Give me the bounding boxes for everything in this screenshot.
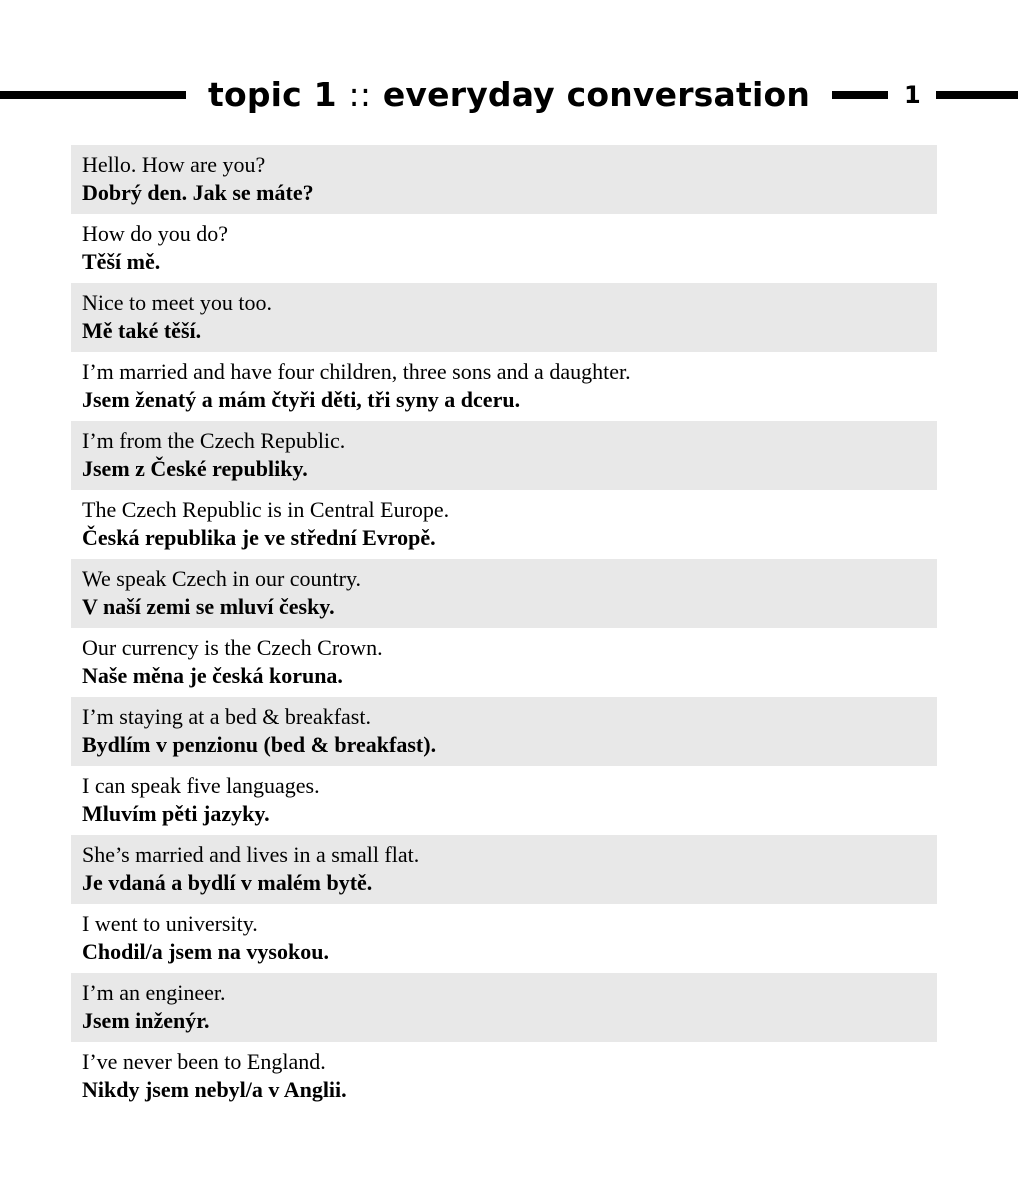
- english-phrase: I’m from the Czech Republic.: [82, 428, 346, 453]
- english-phrase: I went to university.: [82, 911, 258, 936]
- phrase-row: [71, 835, 937, 904]
- page-title: [208, 71, 810, 119]
- phrase-list: [71, 145, 937, 1111]
- phrase-row: [71, 490, 937, 559]
- czech-translation: Je vdaná a bydlí v malém bytě.: [82, 870, 373, 895]
- english-phrase: Nice to meet you too.: [82, 290, 273, 315]
- english-phrase: Our currency is the Czech Crown.: [82, 635, 383, 660]
- czech-translation: Jsem z České republiky.: [82, 456, 308, 481]
- english-phrase: I’m married and have four children, three sons and a daughter.: [82, 359, 631, 384]
- czech-translation: Chodil/a jsem na vysokou.: [82, 939, 329, 964]
- phrase-row: [71, 283, 937, 352]
- phrase-row: [71, 766, 937, 835]
- phrase-row: [71, 421, 937, 490]
- phrase-row: [71, 145, 937, 214]
- czech-translation: Mě také těší.: [82, 318, 202, 343]
- czech-translation: Bydlím v penzionu (bed & breakfast).: [82, 732, 437, 757]
- phrase-row: [71, 973, 937, 1042]
- header-rule-left: [0, 91, 186, 99]
- czech-translation: Jsem ženatý a mám čtyři děti, tři syny a dceru.: [82, 387, 521, 412]
- czech-translation: Jsem inženýr.: [82, 1008, 210, 1033]
- czech-translation: Těší mě.: [82, 249, 161, 274]
- english-phrase: Hello. How are you?: [82, 152, 266, 177]
- page-header: [0, 71, 1018, 119]
- phrase-row: [71, 214, 937, 283]
- header-rule-right: [936, 91, 1018, 99]
- english-phrase: How do you do?: [82, 221, 229, 246]
- english-phrase: I’m staying at a bed & breakfast.: [82, 704, 371, 729]
- topic-label: topic 1: [208, 75, 337, 114]
- english-phrase: We speak Czech in our country.: [82, 566, 362, 591]
- czech-translation: Naše měna je česká koruna.: [82, 663, 343, 688]
- czech-translation: Nikdy jsem nebyl/a v Anglii.: [82, 1077, 347, 1102]
- czech-translation: Česká republika je ve střední Evropě.: [82, 525, 436, 550]
- english-phrase: She’s married and lives in a small flat.: [82, 842, 420, 867]
- topic-name: everyday conversation: [382, 75, 811, 114]
- english-phrase: I’m an engineer.: [82, 980, 226, 1005]
- header-rule-middle: [832, 91, 888, 99]
- phrase-row: [71, 1042, 937, 1111]
- english-phrase: I’ve never been to England.: [82, 1049, 326, 1074]
- phrase-row: [71, 697, 937, 766]
- phrase-row: [71, 352, 937, 421]
- phrase-row: [71, 904, 937, 973]
- czech-translation: Dobrý den. Jak se máte?: [82, 180, 314, 205]
- czech-translation: V naší zemi se mluví česky.: [82, 594, 335, 619]
- page-number: 1: [904, 81, 921, 109]
- phrase-row: [71, 628, 937, 697]
- title-separator: ::: [348, 75, 372, 114]
- phrase-row: [71, 559, 937, 628]
- english-phrase: The Czech Republic is in Central Europe.: [82, 497, 450, 522]
- czech-translation: Mluvím pěti jazyky.: [82, 801, 270, 826]
- english-phrase: I can speak five languages.: [82, 773, 320, 798]
